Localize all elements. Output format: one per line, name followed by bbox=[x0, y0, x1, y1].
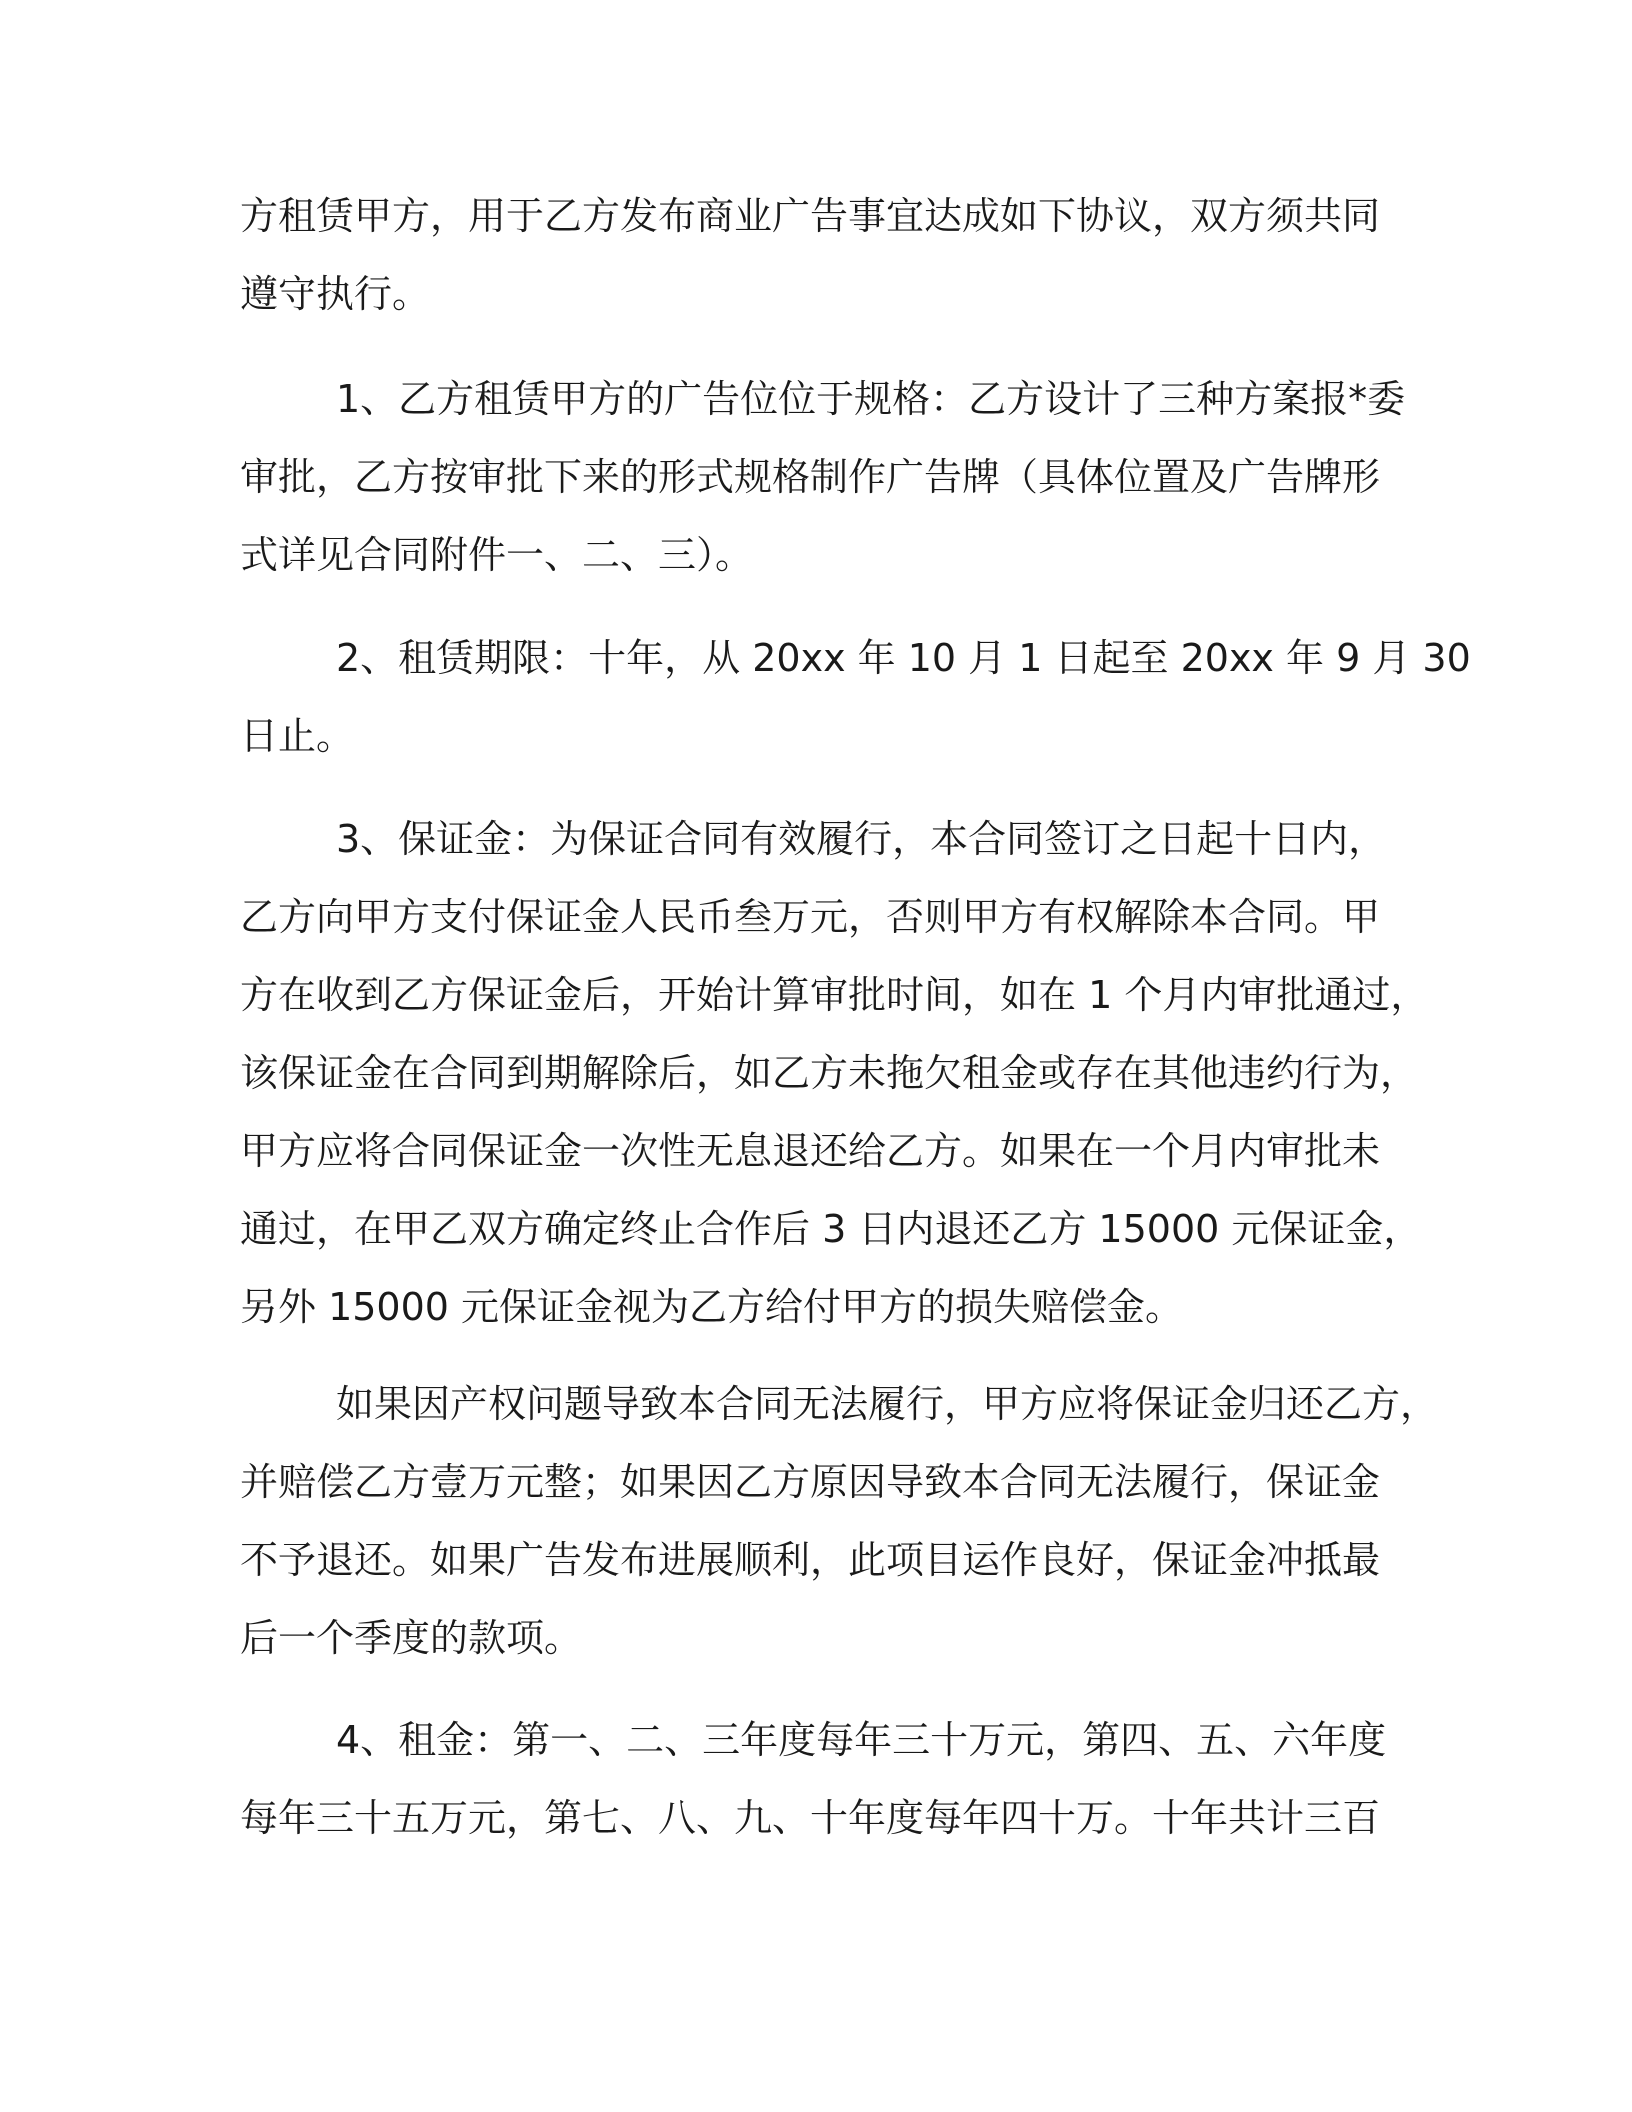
text-line: 方在收到乙方保证金后，开始计算审批时间，如在 1 个月内审批通过， bbox=[240, 973, 1429, 1017]
text-line: 4、租金：第一、二、三年度每年三十万元，第四、五、六年度 bbox=[336, 1718, 1387, 1762]
text-line: 日止。 bbox=[240, 714, 355, 758]
text-line: 不予退还。如果广告发布进展顺利，此项目运作良好，保证金冲抵最 bbox=[240, 1538, 1381, 1582]
text-line: 审批，乙方按审批下来的形式规格制作广告牌（具体位置及广告牌形 bbox=[240, 455, 1381, 499]
text-line: 每年三十五万元，第七、八、九、十年度每年四十万。十年共计三百 bbox=[240, 1796, 1381, 1840]
text-line: 1、乙方租赁甲方的广告位位于规格：乙方设计了三种方案报*委 bbox=[336, 377, 1406, 421]
text-line: 遵守执行。 bbox=[240, 272, 431, 316]
text-line: 乙方向甲方支付保证金人民币叁万元，否则甲方有权解除本合同。甲 bbox=[240, 895, 1381, 939]
text-line: 甲方应将合同保证金一次性无息退还给乙方。如果在一个月内审批未 bbox=[240, 1129, 1381, 1173]
text-line: 2、租赁期限：十年，从 20xx 年 10 月 1 日起至 20xx 年 9 月 30 bbox=[336, 636, 1471, 680]
text-line: 如果因产权问题导致本合同无法履行，甲方应将保证金归还乙方， bbox=[336, 1382, 1439, 1426]
text-line: 方租赁甲方，用于乙方发布商业广告事宜达成如下协议，双方须共同 bbox=[240, 194, 1381, 238]
text-line: 通过，在甲乙双方确定终止合作后 3 日内退还乙方 15000 元保证金， bbox=[240, 1207, 1422, 1251]
text-line: 另外 15000 元保证金视为乙方给付甲方的损失赔偿金。 bbox=[240, 1285, 1184, 1329]
text-line: 该保证金在合同到期解除后，如乙方未拖欠租金或存在其他违约行为， bbox=[240, 1051, 1419, 1095]
text-line: 式详见合同附件一、二、三）。 bbox=[240, 533, 754, 577]
text-line: 后一个季度的款项。 bbox=[240, 1616, 583, 1660]
text-line: 3、保证金：为保证合同有效履行，本合同签订之日起十日内， bbox=[336, 817, 1387, 861]
text-line: 并赔偿乙方壹万元整；如果因乙方原因导致本合同无法履行，保证金 bbox=[240, 1460, 1381, 1504]
